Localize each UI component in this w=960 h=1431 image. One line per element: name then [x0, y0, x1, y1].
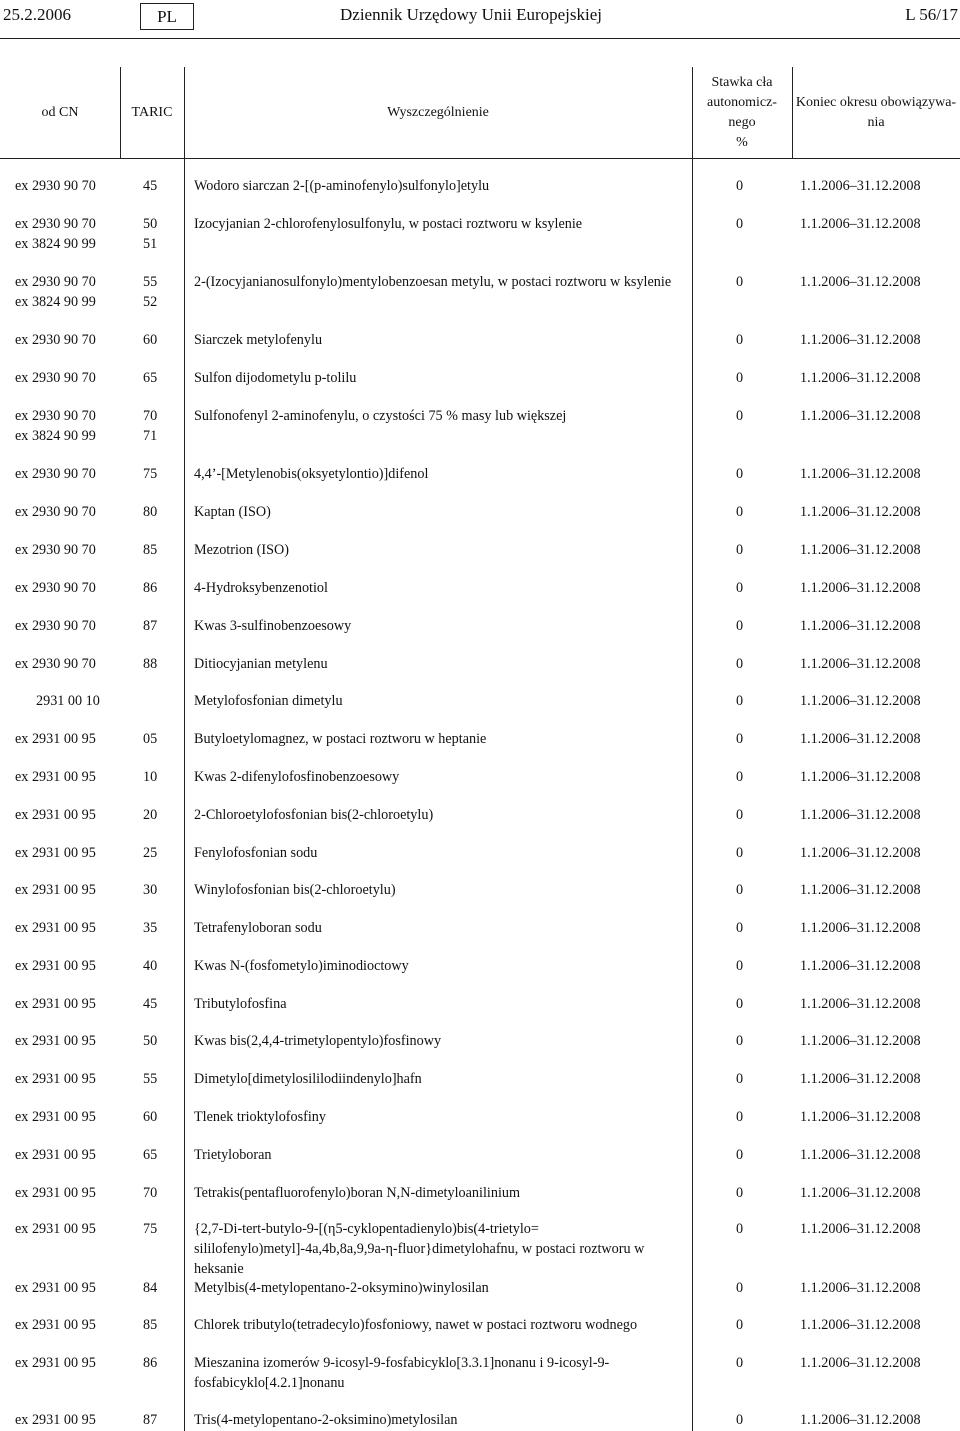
taric-code — [143, 1315, 173, 1335]
duty-rate: 0 — [736, 882, 744, 898]
cn-code-line: ex 2930 90 70 — [15, 178, 96, 194]
cn-code-line: ex 2931 00 95 — [15, 1033, 96, 1049]
product-description: Kwas N-(fosfometylo)iminodioctowy — [194, 958, 409, 974]
cn-code — [15, 654, 125, 674]
cn-code-line: ex 2930 90 70 — [15, 618, 96, 634]
taric-code — [143, 214, 173, 254]
validity-period: 1.1.2006–31.12.2008 — [800, 882, 921, 898]
cn-code-line: ex 2931 00 95 — [15, 1280, 96, 1296]
cn-code — [15, 880, 125, 900]
taric-code — [143, 406, 173, 446]
taric-code — [143, 368, 173, 388]
taric-code — [143, 330, 173, 350]
validity-period: 1.1.2006–31.12.2008 — [800, 845, 921, 861]
duty-rate: 0 — [736, 731, 744, 747]
taric-code-line: 65 — [143, 370, 158, 386]
validity-period: 1.1.2006–31.12.2008 — [800, 542, 921, 558]
product-description: Mieszanina izomerów 9-icosyl-9-fosfabicyklo[3.3.1]nonanu i 9-icosyl-9-fosfabicyklo[4.2.1]nonanu — [194, 1355, 610, 1391]
taric-code-line: 60 — [143, 1109, 158, 1125]
product-description: Metylbis(4-metylopentano-2-oksymino)winylosilan — [194, 1280, 489, 1296]
taric-code-line: 10 — [143, 769, 158, 785]
column-header-taric: TARIC — [131, 104, 173, 120]
product-description: Tetrakis(pentafluorofenylo)boran N,N-dimetyloanilinium — [194, 1185, 521, 1201]
taric-code-line: 40 — [143, 958, 158, 974]
validity-period: 1.1.2006–31.12.2008 — [800, 408, 921, 424]
taric-code — [143, 956, 173, 976]
cn-code-line: ex 3824 90 99 — [15, 236, 96, 252]
taric-code-line: 45 — [143, 178, 158, 194]
validity-period: 1.1.2006–31.12.2008 — [800, 1109, 921, 1125]
cn-code — [15, 176, 125, 196]
product-description: Winylofosfonian bis(2-chloroetylu) — [194, 882, 396, 898]
taric-code — [143, 272, 173, 312]
product-description: Kwas bis(2,4,4-trimetylopentylo)fosfinowy — [194, 1033, 442, 1049]
taric-code-line: 85 — [143, 1317, 158, 1333]
cn-code — [15, 1410, 125, 1430]
cn-code — [15, 843, 125, 863]
cn-code-line: ex 2931 00 95 — [15, 1147, 96, 1163]
validity-period: 1.1.2006–31.12.2008 — [800, 466, 921, 482]
duty-rate: 0 — [736, 178, 744, 194]
taric-code — [143, 1278, 173, 1298]
taric-code — [143, 729, 173, 749]
cn-code-line: ex 2931 00 95 — [15, 920, 96, 936]
cn-code-line: ex 2931 00 95 — [15, 1071, 96, 1087]
column-header-rate: Stawka cła autonomicz- nego % — [707, 74, 777, 150]
taric-code-line: 87 — [143, 618, 158, 634]
taric-code — [143, 805, 173, 825]
validity-period: 1.1.2006–31.12.2008 — [800, 370, 921, 386]
duty-rate: 0 — [736, 1355, 744, 1371]
cn-code-line: ex 2930 90 70 — [15, 216, 96, 232]
taric-code-line: 70 — [143, 408, 158, 424]
taric-code — [143, 616, 173, 636]
cn-code — [15, 1353, 125, 1373]
taric-code — [143, 464, 173, 484]
duty-rate: 0 — [736, 408, 744, 424]
cn-code-line: ex 2930 90 70 — [15, 332, 96, 348]
cn-code — [15, 214, 125, 254]
duty-rate: 0 — [736, 845, 744, 861]
cn-code — [15, 1315, 125, 1335]
cn-code — [15, 767, 125, 787]
product-description: 4,4’-[Metylenobis(oksyetylontio)]difenol — [194, 466, 429, 482]
taric-code — [143, 654, 173, 674]
cn-code-line: ex 2931 00 95 — [15, 1355, 96, 1371]
duty-rate: 0 — [736, 996, 744, 1012]
cn-code — [15, 272, 125, 312]
cn-code-line: ex 2931 00 95 — [15, 845, 96, 861]
taric-code — [143, 1107, 173, 1127]
table-header-rule — [0, 158, 960, 159]
product-description: {2,7-Di-tert-butylo-9-[(η5-cyklopentadienylo)bis(4-trietylo= sililofenylo)metyl]-4a,4b,8a,9,9a-η-fluor}dimetylohafnu, w postaci roztworu w heksanie — [194, 1221, 645, 1277]
validity-period: 1.1.2006–31.12.2008 — [800, 996, 921, 1012]
column-header-description: Wyszczególnienie — [387, 104, 489, 120]
validity-period: 1.1.2006–31.12.2008 — [800, 731, 921, 747]
cn-code-line: ex 2931 00 95 — [15, 882, 96, 898]
product-description: Metylofosfonian dimetylu — [194, 693, 343, 709]
taric-code — [143, 1353, 173, 1373]
cn-code-line: ex 2931 00 95 — [15, 958, 96, 974]
validity-period: 1.1.2006–31.12.2008 — [800, 807, 921, 823]
cn-code-line: ex 2930 90 70 — [15, 408, 96, 424]
duty-rate: 0 — [736, 693, 744, 709]
taric-code-line: 05 — [143, 731, 158, 747]
taric-code-line: 87 — [143, 1412, 158, 1428]
cn-code — [15, 616, 125, 636]
cn-code — [15, 1069, 125, 1089]
taric-code-line: 75 — [143, 1221, 158, 1237]
cn-code — [15, 729, 125, 749]
duty-rate: 0 — [736, 807, 744, 823]
validity-period: 1.1.2006–31.12.2008 — [800, 332, 921, 348]
validity-period: 1.1.2006–31.12.2008 — [800, 1147, 921, 1163]
validity-period: 1.1.2006–31.12.2008 — [800, 920, 921, 936]
validity-period: 1.1.2006–31.12.2008 — [800, 618, 921, 634]
taric-code-line: 86 — [143, 580, 158, 596]
taric-code-line: 55 — [143, 274, 158, 290]
column-header-cn: od CN — [41, 104, 79, 120]
duty-rate: 0 — [736, 1147, 744, 1163]
validity-period: 1.1.2006–31.12.2008 — [800, 274, 921, 290]
cn-code — [15, 540, 125, 560]
cn-code — [15, 502, 125, 522]
cn-code-line: ex 2930 90 70 — [15, 466, 96, 482]
duty-rate: 0 — [736, 216, 744, 232]
taric-code — [143, 1410, 173, 1430]
product-description: Mezotrion (ISO) — [194, 542, 289, 558]
product-description: Tlenek trioktylofosfiny — [194, 1109, 326, 1125]
taric-code — [143, 1145, 173, 1165]
validity-period: 1.1.2006–31.12.2008 — [800, 958, 921, 974]
product-description: Kwas 3-sulfinobenzoesowy — [194, 618, 352, 634]
column-divider — [692, 158, 693, 1431]
validity-period: 1.1.2006–31.12.2008 — [800, 769, 921, 785]
product-description: Izocyjanian 2-chlorofenylosulfonylu, w postaci roztworu w ksylenie — [194, 216, 583, 232]
taric-code — [143, 1219, 173, 1239]
taric-code — [143, 918, 173, 938]
product-description: Chlorek tributylo(tetradecylo)fosfoniowy, nawet w postaci roztworu wodnego — [194, 1317, 638, 1333]
taric-code — [143, 578, 173, 598]
duty-rate: 0 — [736, 1412, 744, 1428]
taric-code-line: 50 — [143, 1033, 158, 1049]
duty-rate: 0 — [736, 274, 744, 290]
product-description: Tris(4-metylopentano-2-oksimino)metylosilan — [194, 1412, 458, 1428]
validity-period: 1.1.2006–31.12.2008 — [800, 1033, 921, 1049]
cn-code-line: ex 2931 00 95 — [15, 769, 96, 785]
taric-code — [143, 502, 173, 522]
taric-code-line: 75 — [143, 466, 158, 482]
product-description: Tributylofosfina — [194, 996, 287, 1012]
cn-code — [15, 330, 125, 350]
duty-rate: 0 — [736, 370, 744, 386]
duty-rate: 0 — [736, 920, 744, 936]
cn-code — [15, 1219, 125, 1239]
product-description: 2-(Izocyjanianosulfonylo)mentylobenzoesan metylu, w postaci roztworu w ksylenie — [194, 274, 672, 290]
page-header — [0, 0, 960, 34]
cn-code-line: ex 2931 00 95 — [15, 1317, 96, 1333]
validity-period: 1.1.2006–31.12.2008 — [800, 216, 921, 232]
cn-code-line: ex 2931 00 95 — [15, 731, 96, 747]
taric-code-line: 35 — [143, 920, 158, 936]
taric-code-line: 65 — [143, 1147, 158, 1163]
taric-code-line: 70 — [143, 1185, 158, 1201]
taric-code-line: 20 — [143, 807, 158, 823]
validity-period: 1.1.2006–31.12.2008 — [800, 1071, 921, 1087]
taric-code-line: 51 — [143, 236, 158, 252]
validity-period: 1.1.2006–31.12.2008 — [800, 1280, 921, 1296]
duty-rate: 0 — [736, 542, 744, 558]
cn-code-line: ex 2930 90 70 — [15, 370, 96, 386]
cn-code — [15, 464, 125, 484]
product-description: Kwas 2-difenylofosfinobenzoesowy — [194, 769, 400, 785]
taric-code — [143, 767, 173, 787]
product-description: 2-Chloroetylofosfonian bis(2-chloroetylu) — [194, 807, 434, 823]
cn-code-line: ex 2931 00 95 — [15, 1185, 96, 1201]
validity-period: 1.1.2006–31.12.2008 — [800, 580, 921, 596]
product-description: Kaptan (ISO) — [194, 504, 271, 520]
taric-code-line: 80 — [143, 504, 158, 520]
taric-code — [143, 540, 173, 560]
validity-period: 1.1.2006–31.12.2008 — [800, 1412, 921, 1428]
taric-code-line: 85 — [143, 542, 158, 558]
taric-code-line: 52 — [143, 294, 158, 310]
taric-code-line: 25 — [143, 845, 158, 861]
cn-code — [15, 805, 125, 825]
validity-period: 1.1.2006–31.12.2008 — [800, 1317, 921, 1333]
cn-code-line: ex 2930 90 70 — [15, 542, 96, 558]
taric-code — [143, 1031, 173, 1051]
cn-code-line: ex 2930 90 70 — [15, 274, 96, 290]
header-rule — [0, 38, 960, 39]
cn-code — [15, 1183, 125, 1203]
taric-code — [143, 1183, 173, 1203]
page-reference: L 56/17 — [905, 5, 958, 24]
product-description: Sulfonofenyl 2-aminofenylu, o czystości 75 % masy lub większej — [194, 408, 567, 424]
cn-code — [15, 578, 125, 598]
taric-code-line: 55 — [143, 1071, 158, 1087]
cn-code — [15, 918, 125, 938]
table-header — [0, 67, 960, 158]
duty-rate: 0 — [736, 958, 744, 974]
cn-code — [15, 1107, 125, 1127]
taric-code-line: 88 — [143, 656, 158, 672]
journal-title: Dziennik Urzędowy Unii Europejskiej — [340, 5, 603, 24]
duty-rate: 0 — [736, 1071, 744, 1087]
cn-code — [15, 1031, 125, 1051]
cn-code-line: ex 2930 90 70 — [15, 580, 96, 596]
product-description: Fenylofosfonian sodu — [194, 845, 318, 861]
validity-period: 1.1.2006–31.12.2008 — [800, 693, 921, 709]
duty-rate: 0 — [736, 466, 744, 482]
column-header-end-date: Koniec okresu obowiązywa- nia — [795, 94, 957, 130]
taric-code-line: 84 — [143, 1280, 158, 1296]
taric-code-line: 71 — [143, 428, 158, 444]
publication-date: 25.2.2006 — [3, 5, 71, 24]
duty-rate: 0 — [736, 1317, 744, 1333]
duty-rate: 0 — [736, 1185, 744, 1201]
product-description: Siarczek metylofenylu — [194, 332, 323, 348]
cn-code — [15, 368, 125, 388]
cn-code — [36, 691, 146, 711]
cn-code-line: ex 2931 00 95 — [15, 807, 96, 823]
product-description: 4-Hydroksybenzenotiol — [194, 580, 328, 596]
product-description: Dimetylo[dimetylosililodiindenylo]hafn — [194, 1071, 422, 1087]
cn-code — [15, 406, 125, 446]
product-description: Tetrafenyloboran sodu — [194, 920, 322, 936]
duty-rate: 0 — [736, 1280, 744, 1296]
duty-rate: 0 — [736, 332, 744, 348]
product-description: Butyloetylomagnez, w postaci roztworu w heptanie — [194, 731, 487, 747]
taric-code — [143, 1069, 173, 1089]
validity-period: 1.1.2006–31.12.2008 — [800, 178, 921, 194]
cn-code-line: ex 2931 00 95 — [15, 1221, 96, 1237]
taric-code-line: 30 — [143, 882, 158, 898]
validity-period: 1.1.2006–31.12.2008 — [800, 504, 921, 520]
column-divider — [184, 158, 185, 1431]
cn-code-line: ex 2930 90 70 — [15, 504, 96, 520]
taric-code-line: 60 — [143, 332, 158, 348]
cn-code-line: ex 2931 00 95 — [15, 996, 96, 1012]
validity-period: 1.1.2006–31.12.2008 — [800, 1355, 921, 1371]
cn-code-line: ex 2931 00 95 — [15, 1109, 96, 1125]
cn-code — [15, 956, 125, 976]
duty-rate: 0 — [736, 1033, 744, 1049]
taric-code-line: 86 — [143, 1355, 158, 1371]
cn-code — [15, 1145, 125, 1165]
duty-rate: 0 — [736, 1109, 744, 1125]
taric-code — [143, 994, 173, 1014]
cn-code-line: ex 2931 00 95 — [15, 1412, 96, 1428]
duty-rate: 0 — [736, 504, 744, 520]
language-box: PL — [140, 3, 194, 30]
duty-rate: 0 — [736, 1221, 744, 1237]
duty-rate: 0 — [736, 580, 744, 596]
cn-code-line: 2931 00 10 — [36, 693, 100, 709]
duty-rate: 0 — [736, 656, 744, 672]
product-description: Trietyloboran — [194, 1147, 272, 1163]
cn-code-line: ex 3824 90 99 — [15, 428, 96, 444]
validity-period: 1.1.2006–31.12.2008 — [800, 1221, 921, 1237]
taric-code-line: 50 — [143, 216, 158, 232]
cn-code-line: ex 3824 90 99 — [15, 294, 96, 310]
validity-period: 1.1.2006–31.12.2008 — [800, 656, 921, 672]
cn-code — [15, 1278, 125, 1298]
taric-code-line: 45 — [143, 996, 158, 1012]
cn-code — [15, 994, 125, 1014]
cn-code-line: ex 2930 90 70 — [15, 656, 96, 672]
duty-rate: 0 — [736, 769, 744, 785]
taric-code — [143, 843, 173, 863]
product-description: Wodoro siarczan 2-[(p-aminofenylo)sulfonylo]etylu — [194, 178, 490, 194]
taric-code — [143, 176, 173, 196]
product-description: Sulfon dijodometylu p-tolilu — [194, 370, 357, 386]
validity-period: 1.1.2006–31.12.2008 — [800, 1185, 921, 1201]
product-description: Ditiocyjanian metylenu — [194, 656, 328, 672]
taric-code — [143, 880, 173, 900]
duty-rate: 0 — [736, 618, 744, 634]
